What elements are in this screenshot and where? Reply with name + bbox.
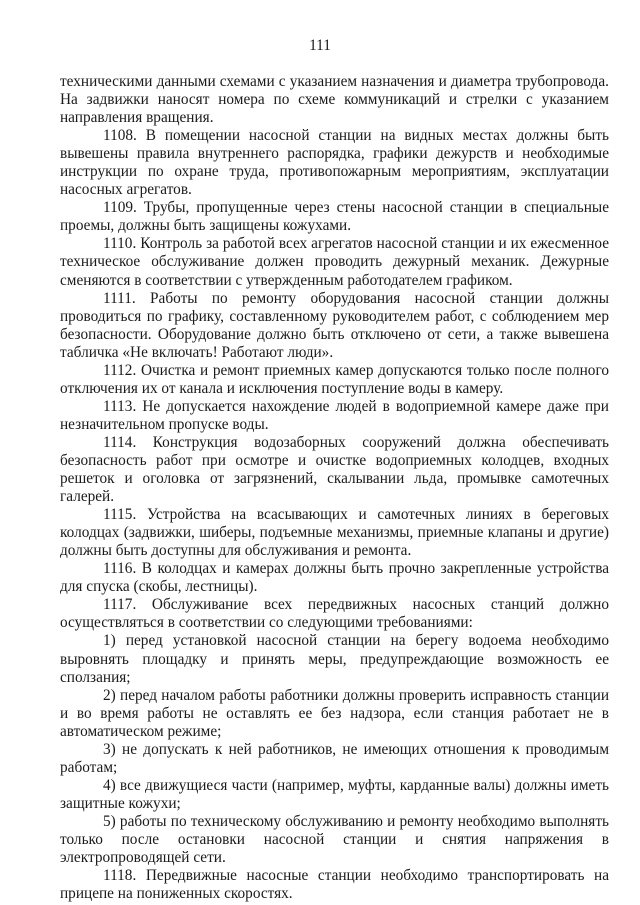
paragraph-1113: 1113. Не допускается нахождение людей в водоприемной камере даже при незначительном пропуске воды. (60, 397, 609, 433)
paragraph-1115: 1115. Устройства на всасывающих и самотечных линиях в береговых колодцах (задвижки, шиберы, подъемные механизмы, приемные клапаны и другие) должны быть доступны для обслуживания и ремонта. (60, 506, 609, 560)
paragraph-1111: 1111. Работы по ремонту оборудования насосной станции должны проводиться по графику, составленному руководителем работ, с соблюдением мер безопасности. Оборудование должно быть отключено от сети, а также вывешена табличка «Не включать! Работают люди». (60, 289, 609, 361)
page-number: 111 (309, 37, 331, 54)
list-item-4: 4) все движущиеся части (например, муфты, карданные валы) должны иметь защитные кожухи; (60, 776, 609, 812)
paragraph-1108: 1108. В помещении насосной станции на видных местах должны быть вывешены правила внутреннего распорядка, графики дежурств и необходимые инструкции по охране труда, противопожарным мероприятиям, эксплуатации насосных агрегатов. (60, 127, 609, 199)
paragraph-1118: 1118. Передвижные насосные станции необходимо транспортировать на прицепе на пониженных скоростях. (60, 867, 609, 903)
paragraph-1116: 1116. В колодцах и камерах должны быть прочно закрепленные устройства для спуска (скобы, лестницы). (60, 560, 609, 596)
document-body (60, 73, 609, 903)
list-item-2: 2) перед началом работы работники должны проверить исправность станции и во время работы не оставлять ее без надзора, если станция работает не в автоматическом режиме; (60, 686, 609, 740)
list-item-3: 3) не допускать к ней работников, не имеющих отношения к проводимым работам; (60, 740, 609, 776)
list-item-1: 1) перед установкой насосной станции на берегу водоема необходимо выровнять площадку и принять меры, предупреждающие возможность ее сползания; (60, 632, 609, 686)
list-item-5: 5) работы по техническому обслуживанию и ремонту необходимо выполнять только после остановки насосной станции и снятия напряжения в электропроводящей сети. (60, 812, 609, 867)
paragraph-1112: 1112. Очистка и ремонт приемных камер допускаются только после полного отключения их от канала и исключения поступление воды в камеру. (60, 361, 609, 397)
paragraph-1114: 1114. Конструкция водозаборных сооружений должна обеспечивать безопасность работ при осмотре и очистке водоприемных колодцев, входных решеток и оголовка от загрязнений, скалывании льда, промывке самотечных галерей. (60, 433, 609, 506)
paragraph-1110: 1110. Контроль за работой всех агрегатов насосной станции и их ежесменное техническое обслуживание должен проводить дежурный механик. Дежурные сменяются в соответствии с утвержденным работодателем графиком. (60, 235, 609, 289)
paragraph-1117: 1117. Обслуживание всех передвижных насосных станций должно осуществляться в соответствии со следующими требованиями: (60, 596, 609, 632)
paragraph-continuation: техническими данными схемами с указанием назначения и диаметра трубопровода. На задвижки наносят номера по схеме коммуникаций и стрелки с указанием направления вращения. (60, 73, 609, 127)
paragraph-1109: 1109. Трубы, пропущенные через стены насосной станции в специальные проемы, должны быть защищены кожухами. (60, 199, 609, 235)
